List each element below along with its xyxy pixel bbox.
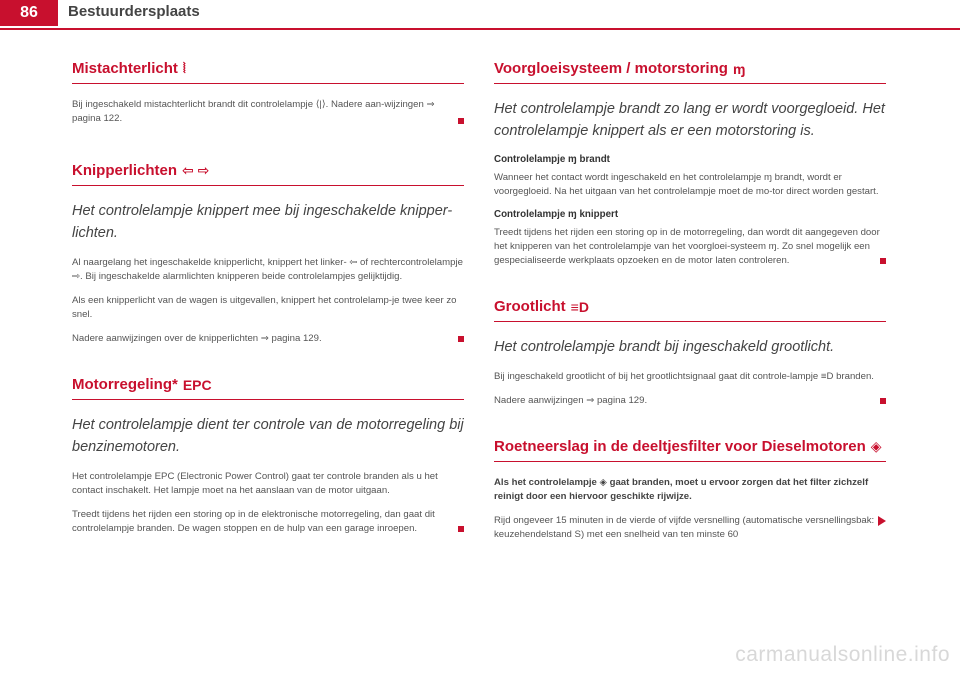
epc-paragraph-1: Het controlelampje EPC (Electronic Power Control) gaat ter controle branden als u het contact inschakelt. Het lampje moet na het aanslaan van de motor uitgaan. bbox=[72, 471, 438, 496]
section-title-high bbox=[494, 298, 886, 322]
diesel-particulate-filter-icon: ◈ bbox=[870, 438, 882, 454]
blink-paragraph-2: Als een knipperlicht van de wagen is uitgevallen, knippert het controlelamp-je twee keer zo snel. bbox=[72, 295, 457, 320]
glow-lead: Het controlelampje brandt zo lang er wordt voorgegloeid. Het controlelampje knippert als er een motorstoring is. bbox=[494, 101, 885, 139]
watermark: carmanualsonline.info bbox=[735, 643, 950, 666]
section-title-blink bbox=[72, 162, 464, 186]
mist-title-text: Mistachterlicht bbox=[72, 60, 178, 77]
continue-arrow-icon bbox=[878, 516, 886, 526]
header-rule bbox=[0, 28, 960, 30]
high-title-text: Grootlicht bbox=[494, 298, 566, 315]
epc-icon: EPC bbox=[182, 376, 212, 393]
high-beam-icon: ≡D bbox=[570, 298, 589, 315]
soot-paragraph-1: Als het controlelampje ◈ gaat branden, moet u ervoor zorgen dat het filter zichzelf reinigt door een hiervoor geschikte rijwijze. bbox=[494, 477, 869, 502]
section-title-epc bbox=[72, 376, 464, 400]
section-end-marker bbox=[458, 526, 464, 532]
soot-title-text: Roetneerslag in de deeltjesfilter voor Dieselmotoren bbox=[494, 438, 866, 455]
blink-title-text: Knipperlichten bbox=[72, 162, 178, 179]
right-column bbox=[494, 60, 886, 552]
blink-paragraph-1: Al naargelang het ingeschakelde knipperlicht, knippert het linker- ⇦ of rechtercontrolelampje ⇨. Bij ingeschakelde alarmlichten knipperen beide controlelampjes gelijktijdig. bbox=[72, 257, 463, 282]
soot-paragraph-2: Rijd ongeveer 15 minuten in de vierde of vijfde versnelling (automatische versnellingsbak: keuzehendelstand S) met een snelheid van ten minste 60 bbox=[494, 514, 886, 542]
section-end-marker bbox=[880, 398, 886, 404]
blink-paragraph-3: Nadere aanwijzingen over de knipperlichten ⇒ pagina 129. bbox=[72, 332, 464, 346]
high-paragraph-1: Bij ingeschakeld grootlicht of bij het grootlichtsignaal gaat dit controle-lampje ≡D branden. bbox=[494, 371, 874, 382]
blink-lead: Het controlelampje knippert mee bij ingeschakelde knipper-lichten. bbox=[72, 203, 453, 241]
section-end-marker bbox=[880, 258, 886, 264]
glow-subheading-1: Controlelampje ɱ brandt bbox=[494, 154, 610, 165]
section-title-mist bbox=[72, 60, 464, 84]
epc-paragraph-2: Treedt tijdens het rijden een storing op in de elektronische motorregeling, dan gaat dit controlelampje branden. De wagen stoppen en de hulp van een garage inroepen. bbox=[72, 508, 464, 536]
page-number: 86 bbox=[0, 0, 58, 26]
turn-signal-icons: ⇦ ⇨ bbox=[182, 162, 210, 178]
glow-title-text: Voorgloeisysteem / motorstoring bbox=[494, 60, 728, 77]
epc-lead: Het controlelampje dient ter controle van de motorregeling bij benzinemotoren. bbox=[72, 417, 464, 455]
mist-paragraph: Bij ingeschakeld mistachterlicht brandt dit controlelampje ⟨|⟩. Nadere aan-wijzingen ⇒ pagina 122. bbox=[72, 99, 435, 124]
running-title: Bestuurdersplaats bbox=[68, 3, 200, 20]
high-paragraph-2: Nadere aanwijzingen ⇒ pagina 129. bbox=[494, 394, 886, 408]
rear-fog-icon: ⦚ bbox=[182, 60, 186, 76]
glow-paragraph-2: Treedt tijdens het rijden een storing op in de motorregeling, dan wordt dit aangegeven door het knipperen van het controlelampje van het voorgloei-systeem ɱ. Zo snel mogelijk een gespecialiseerde werkplaats opzoeken en de motor laten controleren. bbox=[494, 226, 886, 268]
high-lead: Het controlelampje brandt bij ingeschakeld grootlicht. bbox=[494, 339, 835, 355]
section-end-marker bbox=[458, 118, 464, 124]
glow-paragraph-1: Wanneer het contact wordt ingeschakeld en het controlelampje ɱ brandt, wordt er voorgegloeid. Na het uitgaan van het controlelampje moet de mo-tor direct worden gestart. bbox=[494, 172, 879, 197]
section-title-glow bbox=[494, 60, 886, 84]
section-title-soot bbox=[494, 438, 886, 462]
glow-plug-icon: ɱ bbox=[732, 60, 746, 77]
left-column bbox=[72, 60, 464, 546]
epc-title-text: Motorregeling* bbox=[72, 376, 178, 393]
glow-subheading-2: Controlelampje ɱ knippert bbox=[494, 209, 619, 220]
section-end-marker bbox=[458, 336, 464, 342]
